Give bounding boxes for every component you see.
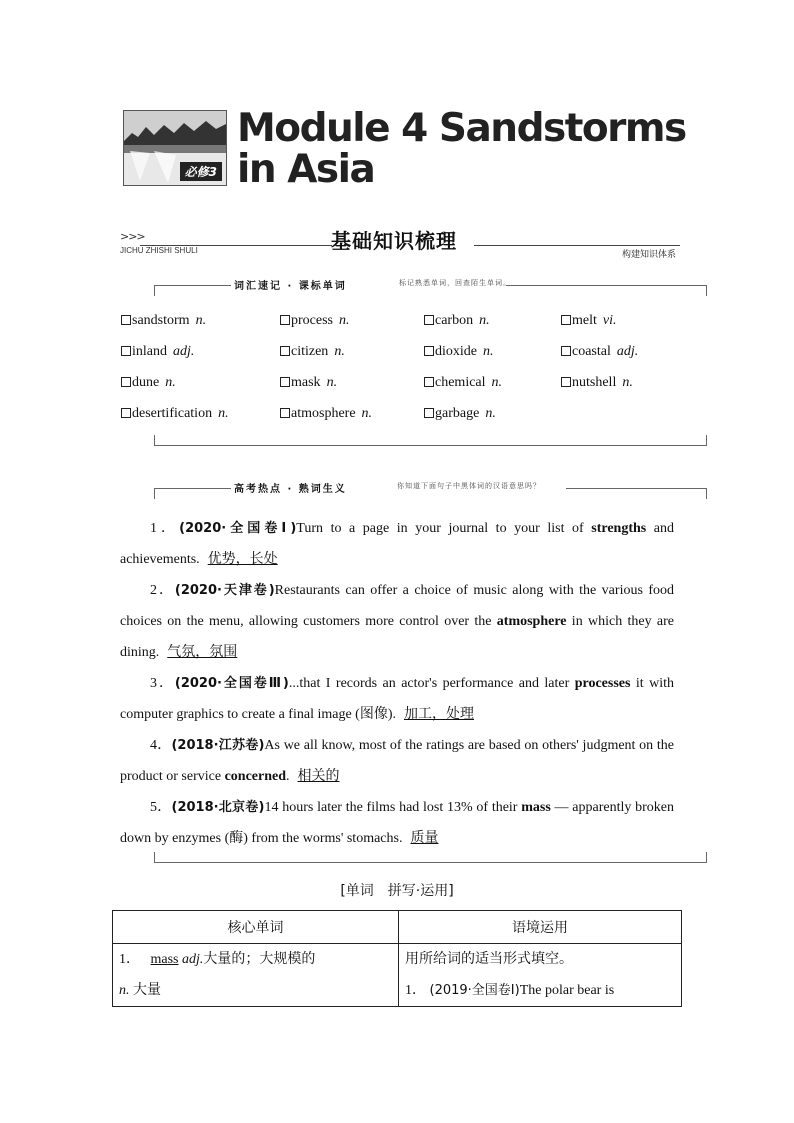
- word: mask: [291, 375, 321, 390]
- word-item[interactable]: [121, 375, 176, 391]
- item-answer: 相关的: [297, 768, 340, 784]
- section-heading: 基础知识梳理: [331, 229, 457, 253]
- word-item[interactable]: [561, 375, 633, 391]
- item-text: — apparently broken down by enzymes (酶) from the worms' stomachs.: [120, 800, 674, 846]
- vocab-table: [112, 910, 682, 1007]
- hot-item: [120, 513, 674, 575]
- word: coastal: [572, 344, 611, 359]
- pos: vi.: [602, 313, 617, 328]
- table-cell-word: [113, 944, 399, 1007]
- hot-item: [120, 668, 674, 730]
- word: sandstorm: [132, 313, 190, 328]
- hot-item: [120, 792, 674, 854]
- item-text: and achievements.: [120, 521, 675, 567]
- checkbox-icon[interactable]: [121, 377, 131, 387]
- word: citizen: [291, 344, 329, 359]
- table-header-cell: 语境运用: [399, 911, 682, 944]
- pos: n.: [326, 375, 338, 390]
- instruction: 用所给词的适当形式填空。: [405, 951, 573, 967]
- word: garbage: [435, 406, 480, 421]
- item-keyword: strengths: [591, 521, 647, 536]
- section-banner: [118, 222, 680, 262]
- word: dune: [132, 375, 160, 390]
- row-number: 1．: [119, 952, 140, 967]
- item-number: 2．: [150, 583, 175, 598]
- word: carbon: [435, 313, 474, 328]
- pos: n.: [195, 313, 207, 328]
- module-logo: [123, 110, 227, 186]
- item-number: 5．: [150, 800, 172, 815]
- word: chemical: [435, 375, 486, 390]
- table-header-cell: 核心单词: [113, 911, 399, 944]
- pos: n.: [479, 313, 490, 328]
- word-item[interactable]: [561, 344, 638, 360]
- word: process: [291, 313, 333, 328]
- item-answer: 加工，处理: [404, 706, 474, 722]
- word-item[interactable]: [424, 344, 494, 360]
- divider-left: [140, 245, 332, 246]
- item-number: 3．: [150, 676, 175, 691]
- pos: n.: [491, 375, 503, 390]
- item-answer: 质量: [410, 830, 439, 846]
- pos: n.: [165, 375, 176, 390]
- hot-items: [120, 513, 674, 854]
- item-answer: 优势，长处: [207, 551, 278, 567]
- checkbox-icon[interactable]: [561, 377, 571, 387]
- word-item[interactable]: [121, 344, 194, 360]
- item-keyword: concerned: [224, 769, 287, 784]
- divider-right: [474, 245, 680, 246]
- word: dioxide: [435, 344, 477, 359]
- section-subtitle: 构建知识体系: [621, 250, 676, 260]
- word-item[interactable]: [280, 313, 350, 329]
- checkbox-icon[interactable]: [280, 346, 290, 356]
- table-cell-context: [399, 944, 682, 1007]
- vocab-box-label: 词汇速记 · 课标单词: [234, 281, 347, 292]
- pos: n.: [485, 406, 496, 421]
- item-text: .: [286, 769, 290, 784]
- word-item[interactable]: [424, 375, 502, 391]
- pos: adj.: [616, 344, 639, 359]
- pos: n.: [339, 313, 350, 328]
- pos: n.: [622, 375, 633, 390]
- definition: 大量: [133, 982, 161, 998]
- checkbox-icon[interactable]: [121, 346, 131, 356]
- item-text: Restaurants can offer a choice of music along with the various food choices on the menu, allowing customers more control over the: [120, 583, 675, 629]
- table-header-row: [113, 911, 682, 944]
- definition: 大量的；大规模的: [203, 951, 316, 967]
- word: atmosphere: [291, 406, 356, 421]
- word-item[interactable]: [561, 313, 617, 329]
- checkbox-icon[interactable]: [424, 408, 434, 418]
- pos: adj.: [173, 344, 195, 359]
- word: inland: [132, 344, 167, 359]
- box-border: [154, 285, 231, 296]
- box-border: [154, 435, 707, 446]
- item-source: (2018·北京卷): [171, 800, 265, 815]
- part-of-speech: n.: [119, 983, 130, 998]
- item-keyword: processes: [574, 676, 631, 691]
- word-item[interactable]: [280, 344, 345, 360]
- word-item[interactable]: [280, 375, 337, 391]
- table-row: [113, 944, 682, 1007]
- checkbox-icon[interactable]: [561, 315, 571, 325]
- word: desertification: [132, 406, 213, 421]
- checkbox-icon[interactable]: [424, 346, 434, 356]
- item-text: As we all know, most of the ratings are based on others' judgment on the product or service: [120, 738, 674, 784]
- question-source: (2019·全国卷Ⅰ): [429, 983, 520, 998]
- item-source: (2020·天津卷): [174, 583, 275, 598]
- word: melt: [572, 313, 597, 328]
- vocab-box-note: 标记熟悉单词，回查陌生单词。: [399, 279, 511, 287]
- checkbox-icon[interactable]: [280, 408, 290, 418]
- hot-box-label: 高考热点 · 熟词生义: [234, 484, 347, 495]
- question-number: 1．: [405, 983, 426, 998]
- item-source: (2020·全国卷Ⅲ): [174, 676, 289, 691]
- item-source: (2020·全国卷Ⅰ): [179, 521, 297, 536]
- hot-box-note: 你知道下面句子中黑体词的汉语意思吗？: [397, 482, 541, 490]
- page-title: Module 4 Sandstorms in Asia: [237, 106, 686, 192]
- box-border: [566, 488, 707, 499]
- hot-item: [120, 730, 674, 792]
- pos: n.: [483, 344, 494, 359]
- item-text: it with computer graphics to create a final image (图像).: [120, 676, 674, 722]
- word-item[interactable]: [424, 406, 496, 422]
- word-item[interactable]: [424, 313, 490, 329]
- item-text: ...that I records an actor's performance and later: [288, 676, 575, 691]
- question-text: The polar bear is: [519, 983, 615, 998]
- chevrons-icon: >>>: [120, 230, 145, 243]
- item-text: Turn to a page in your journal to your list of: [296, 521, 592, 536]
- pos: n.: [218, 406, 229, 421]
- checkbox-icon[interactable]: [121, 408, 131, 418]
- item-number: 4．: [150, 738, 172, 753]
- checkbox-icon[interactable]: [280, 377, 290, 387]
- logo-label: 必修3: [180, 162, 222, 181]
- box-border: [154, 488, 231, 499]
- checkbox-icon[interactable]: [280, 315, 290, 325]
- checkbox-icon[interactable]: [561, 346, 571, 356]
- checkbox-icon[interactable]: [424, 377, 434, 387]
- hot-item: [120, 575, 674, 668]
- box-border: [506, 285, 707, 296]
- part-of-speech: adj.: [182, 952, 204, 967]
- word-item[interactable]: [121, 313, 206, 329]
- pos: n.: [361, 406, 373, 421]
- item-text: in which they are dining.: [120, 614, 674, 660]
- word-item[interactable]: [280, 406, 372, 422]
- item-answer: 气氛，氛围: [167, 644, 238, 660]
- pos: n.: [334, 344, 345, 359]
- checkbox-icon[interactable]: [424, 315, 434, 325]
- section-pinyin: JICHU ZHISHI SHULI: [120, 246, 198, 255]
- checkbox-icon[interactable]: [121, 315, 131, 325]
- item-keyword: mass: [521, 800, 551, 815]
- core-word: mass: [150, 952, 179, 967]
- table-title: [单词 拼写·运用]: [340, 883, 454, 899]
- word-item[interactable]: [121, 406, 229, 422]
- item-keyword: atmosphere: [496, 614, 567, 629]
- item-text: 14 hours later the films had lost 13% of their: [264, 800, 522, 815]
- item-source: (2018·江苏卷): [171, 738, 265, 753]
- item-number: 1．: [150, 521, 180, 536]
- word: nutshell: [572, 375, 617, 390]
